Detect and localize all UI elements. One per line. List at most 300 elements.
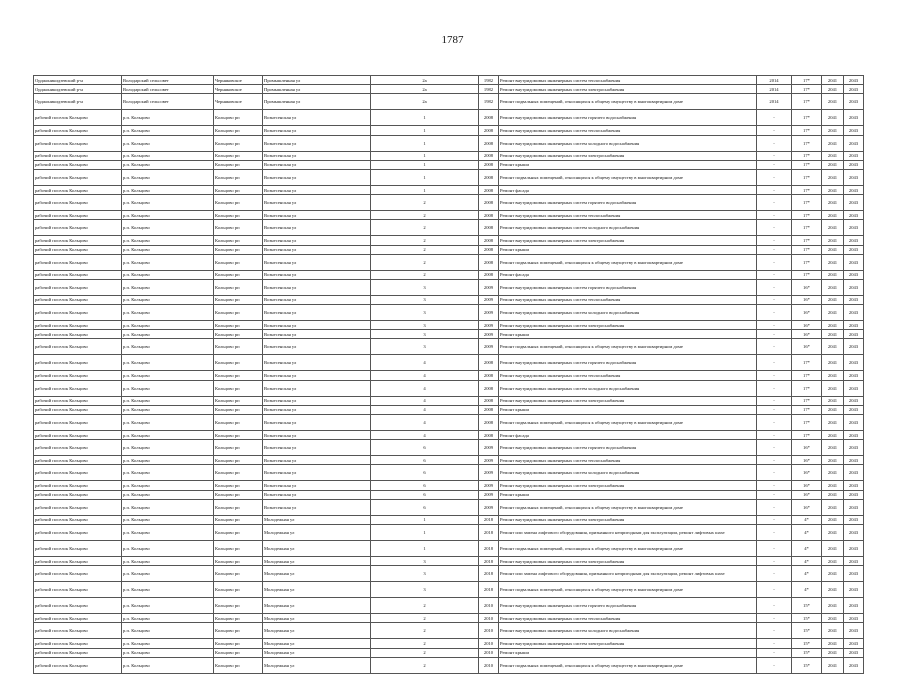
work-type-cell: Ремонт внутридомовых инженерных систем горячего водоснабжения: [499, 195, 757, 211]
last-repair-cell: -: [757, 305, 792, 321]
municipality-cell: р.п. Кольцово: [122, 582, 214, 598]
wear-cell: 16*: [792, 321, 822, 330]
wear-cell: 16*: [792, 465, 822, 481]
table-row: [34, 614, 864, 623]
table-row: [34, 126, 864, 135]
wear-cell: 4*: [792, 524, 822, 540]
table-row: [34, 540, 864, 556]
locality-cell: Кольцово рп: [214, 380, 263, 396]
district-cell: рабочий поселок Кольцово: [34, 499, 122, 515]
start-year-cell: 2041: [822, 456, 844, 465]
municipality-cell: р.п. Кольцово: [122, 295, 214, 304]
locality-cell: Кольцово рп: [214, 490, 263, 499]
locality-cell: Кольцово рп: [214, 295, 263, 304]
district-cell: рабочий поселок Кольцово: [34, 160, 122, 169]
house-number-cell: 3: [371, 305, 479, 321]
end-year-cell: 2043: [844, 405, 864, 414]
last-repair-cell: -: [757, 211, 792, 220]
wear-cell: 16*: [792, 490, 822, 499]
street-cell: Промышленная ул: [263, 76, 371, 85]
locality-cell: Кольцово рп: [214, 415, 263, 431]
house-number-cell: 3: [371, 330, 479, 339]
end-year-cell: 2043: [844, 481, 864, 490]
municipality-cell: р.п. Кольцово: [122, 371, 214, 380]
locality-cell: Кольцово рп: [214, 371, 263, 380]
house-number-cell: 1: [371, 524, 479, 540]
locality-cell: Кольцово рп: [214, 220, 263, 236]
municipality-cell: р.п. Кольцово: [122, 160, 214, 169]
wear-cell: 17*: [792, 371, 822, 380]
district-cell: рабочий поселок Кольцово: [34, 639, 122, 648]
district-cell: рабочий поселок Кольцово: [34, 481, 122, 490]
district-cell: рабочий поселок Кольцово: [34, 211, 122, 220]
build-year-cell: 2018: [479, 540, 499, 556]
start-year-cell: 2041: [822, 540, 844, 556]
build-year-cell: 2008: [479, 126, 499, 135]
house-number-cell: 3: [371, 339, 479, 355]
municipality-cell: р.п. Кольцово: [122, 566, 214, 582]
build-year-cell: 2008: [479, 211, 499, 220]
municipality-cell: р.п. Кольцово: [122, 195, 214, 211]
table-row: [34, 76, 864, 85]
wear-cell: 17*: [792, 380, 822, 396]
municipality-cell: Володарский сельсовет: [122, 76, 214, 85]
table-row: [34, 85, 864, 94]
district-cell: рабочий поселок Кольцово: [34, 657, 122, 673]
district-cell: рабочий поселок Кольцово: [34, 270, 122, 279]
house-number-cell: 3: [371, 556, 479, 565]
work-type-cell: Ремонт подвальных помещений, относящихся к общему имуществу в многоквартирном доме: [499, 582, 757, 598]
municipality-cell: р.п. Кольцово: [122, 330, 214, 339]
end-year-cell: 2043: [844, 540, 864, 556]
locality-cell: Кольцово рп: [214, 339, 263, 355]
work-type-cell: Ремонт внутридомовых инженерных систем горячего водоснабжения: [499, 279, 757, 295]
wear-cell: 17*: [792, 195, 822, 211]
district-cell: рабочий поселок Кольцово: [34, 556, 122, 565]
end-year-cell: 2043: [844, 245, 864, 254]
locality-cell: Кольцово рп: [214, 169, 263, 185]
wear-cell: 17*: [792, 245, 822, 254]
locality-cell: Кольцово рп: [214, 657, 263, 673]
district-cell: рабочий поселок Кольцово: [34, 396, 122, 405]
last-repair-cell: -: [757, 279, 792, 295]
start-year-cell: 2041: [822, 220, 844, 236]
locality-cell: Кольцово рп: [214, 160, 263, 169]
house-number-cell: 3: [371, 582, 479, 598]
work-type-cell: Ремонт подвальных помещений, относящихся к общему имуществу в многоквартирном доме: [499, 499, 757, 515]
municipality-cell: р.п. Кольцово: [122, 405, 214, 414]
wear-cell: 17*: [792, 126, 822, 135]
end-year-cell: 2043: [844, 94, 864, 110]
house-number-cell: 3: [371, 295, 479, 304]
build-year-cell: 1982: [479, 85, 499, 94]
street-cell: Промышленная ул: [263, 94, 371, 110]
house-number-cell: 1: [371, 169, 479, 185]
work-type-cell: Ремонт внутридомовых инженерных систем теплоснабжения: [499, 614, 757, 623]
locality-cell: Кольцово рп: [214, 270, 263, 279]
street-cell: Вознесенская ул: [263, 339, 371, 355]
district-cell: рабочий поселок Кольцово: [34, 236, 122, 245]
house-number-cell: 2: [371, 657, 479, 673]
build-year-cell: 2008: [479, 151, 499, 160]
start-year-cell: 2041: [822, 236, 844, 245]
municipality-cell: р.п. Кольцово: [122, 305, 214, 321]
build-year-cell: 2018: [479, 566, 499, 582]
district-cell: рабочий поселок Кольцово: [34, 126, 122, 135]
street-cell: Вознесенская ул: [263, 270, 371, 279]
end-year-cell: 2043: [844, 556, 864, 565]
table-row: [34, 524, 864, 540]
table-row: [34, 405, 864, 414]
district-cell: рабочий поселок Кольцово: [34, 465, 122, 481]
last-repair-cell: -: [757, 598, 792, 614]
municipality-cell: р.п. Кольцово: [122, 598, 214, 614]
build-year-cell: 2009: [479, 499, 499, 515]
locality-cell: Кольцово рп: [214, 330, 263, 339]
district-cell: рабочий поселок Кольцово: [34, 598, 122, 614]
district-cell: рабочий поселок Кольцово: [34, 169, 122, 185]
start-year-cell: 2041: [822, 598, 844, 614]
table-row: [34, 220, 864, 236]
house-number-cell: 3: [371, 566, 479, 582]
municipality-cell: р.п. Кольцово: [122, 321, 214, 330]
work-type-cell: Ремонт внутридомовых инженерных систем теплоснабжения: [499, 126, 757, 135]
work-type-cell: Ремонт внутридомовых инженерных систем теплоснабжения: [499, 371, 757, 380]
locality-cell: Кольцово рп: [214, 110, 263, 126]
work-type-cell: Ремонт внутридомовых инженерных систем холодного водоснабжения: [499, 623, 757, 639]
district-cell: рабочий поселок Кольцово: [34, 110, 122, 126]
house-number-cell: 1: [371, 160, 479, 169]
work-type-cell: Ремонт внутридомовых инженерных систем электроснабжения: [499, 85, 757, 94]
last-repair-cell: -: [757, 465, 792, 481]
street-cell: Вознесенская ул: [263, 110, 371, 126]
build-year-cell: 2009: [479, 279, 499, 295]
start-year-cell: 2041: [822, 657, 844, 673]
build-year-cell: 2009: [479, 465, 499, 481]
street-cell: Вознесенская ул: [263, 305, 371, 321]
work-type-cell: Ремонт подвальных помещений, относящихся к общему имуществу в многоквартирном доме: [499, 657, 757, 673]
municipality-cell: р.п. Кольцово: [122, 185, 214, 194]
work-type-cell: Ремонт внутридомовых инженерных систем горячего водоснабжения: [499, 440, 757, 456]
house-number-cell: 2: [371, 614, 479, 623]
build-year-cell: 2008: [479, 254, 499, 270]
start-year-cell: 2041: [822, 582, 844, 598]
work-type-cell: Ремонт внутридомовых инженерных систем электроснабжения: [499, 556, 757, 565]
district-cell: рабочий поселок Кольцово: [34, 540, 122, 556]
wear-cell: 15*: [792, 648, 822, 657]
start-year-cell: 2041: [822, 431, 844, 440]
work-type-cell: Ремонт внутридомовых инженерных систем электроснабжения: [499, 515, 757, 524]
last-repair-cell: 2014: [757, 76, 792, 85]
end-year-cell: 2043: [844, 456, 864, 465]
street-cell: Вознесенская ул: [263, 295, 371, 304]
street-cell: Молодежная ул: [263, 614, 371, 623]
build-year-cell: 2008: [479, 371, 499, 380]
build-year-cell: 2009: [479, 305, 499, 321]
start-year-cell: 2041: [822, 481, 844, 490]
last-repair-cell: -: [757, 135, 792, 151]
last-repair-cell: -: [757, 415, 792, 431]
wear-cell: 16*: [792, 339, 822, 355]
street-cell: Молодежная ул: [263, 515, 371, 524]
table-row: [34, 598, 864, 614]
last-repair-cell: -: [757, 657, 792, 673]
table-row: [34, 355, 864, 371]
build-year-cell: 2009: [479, 456, 499, 465]
start-year-cell: 2041: [822, 524, 844, 540]
table-row: [34, 396, 864, 405]
district-cell: рабочий поселок Кольцово: [34, 151, 122, 160]
locality-cell: Кольцово рп: [214, 648, 263, 657]
end-year-cell: 2043: [844, 396, 864, 405]
start-year-cell: 2041: [822, 169, 844, 185]
wear-cell: 16*: [792, 481, 822, 490]
work-type-cell: Ремонт внутридомовых инженерных систем холодного водоснабжения: [499, 305, 757, 321]
table-row: [34, 380, 864, 396]
last-repair-cell: -: [757, 614, 792, 623]
start-year-cell: 2041: [822, 330, 844, 339]
house-number-cell: 4: [371, 355, 479, 371]
district-cell: рабочий поселок Кольцово: [34, 371, 122, 380]
table-row: [34, 623, 864, 639]
house-number-cell: 2: [371, 598, 479, 614]
locality-cell: Кольцово рп: [214, 321, 263, 330]
work-type-cell: Ремонт фасада: [499, 185, 757, 194]
wear-cell: 17*: [792, 85, 822, 94]
start-year-cell: 2041: [822, 371, 844, 380]
street-cell: Молодежная ул: [263, 648, 371, 657]
build-year-cell: 2009: [479, 481, 499, 490]
build-year-cell: 2008: [479, 415, 499, 431]
work-type-cell: Ремонт внутридомовых инженерных систем электроснабжения: [499, 481, 757, 490]
start-year-cell: 2041: [822, 623, 844, 639]
street-cell: Вознесенская ул: [263, 499, 371, 515]
street-cell: Вознесенская ул: [263, 160, 371, 169]
street-cell: Вознесенская ул: [263, 254, 371, 270]
district-cell: рабочий поселок Кольцово: [34, 648, 122, 657]
wear-cell: 17*: [792, 220, 822, 236]
table-row: [34, 648, 864, 657]
work-type-cell: Ремонт или замена лифтового оборудования, признанного непригодным для эксплуатации, ремонт лифтовых шахт: [499, 566, 757, 582]
table-row: [34, 515, 864, 524]
wear-cell: 15*: [792, 614, 822, 623]
locality-cell: Кольцово рп: [214, 431, 263, 440]
end-year-cell: 2043: [844, 657, 864, 673]
start-year-cell: 2041: [822, 639, 844, 648]
end-year-cell: 2043: [844, 380, 864, 396]
street-cell: Вознесенская ул: [263, 135, 371, 151]
wear-cell: 16*: [792, 440, 822, 456]
end-year-cell: 2043: [844, 330, 864, 339]
start-year-cell: 2041: [822, 415, 844, 431]
last-repair-cell: -: [757, 405, 792, 414]
work-type-cell: Ремонт внутридомовых инженерных систем электроснабжения: [499, 639, 757, 648]
work-type-cell: Ремонт внутридомовых инженерных систем теплоснабжения: [499, 76, 757, 85]
start-year-cell: 2041: [822, 614, 844, 623]
start-year-cell: 2041: [822, 490, 844, 499]
start-year-cell: 2041: [822, 185, 844, 194]
build-year-cell: 2008: [479, 110, 499, 126]
municipality-cell: р.п. Кольцово: [122, 431, 214, 440]
last-repair-cell: -: [757, 295, 792, 304]
build-year-cell: 2010: [479, 614, 499, 623]
municipality-cell: р.п. Кольцово: [122, 440, 214, 456]
wear-cell: 17*: [792, 110, 822, 126]
municipality-cell: р.п. Кольцово: [122, 254, 214, 270]
table-row: [34, 169, 864, 185]
locality-cell: Кольцово рп: [214, 499, 263, 515]
start-year-cell: 2041: [822, 355, 844, 371]
street-cell: Молодежная ул: [263, 639, 371, 648]
district-cell: рабочий поселок Кольцово: [34, 279, 122, 295]
district-cell: Орджоникидзевский р-н: [34, 76, 122, 85]
table-row: [34, 245, 864, 254]
start-year-cell: 2041: [822, 440, 844, 456]
street-cell: Молодежная ул: [263, 524, 371, 540]
locality-cell: Кольцово рп: [214, 151, 263, 160]
work-type-cell: Ремонт внутридомовых инженерных систем теплоснабжения: [499, 456, 757, 465]
wear-cell: 17*: [792, 76, 822, 85]
district-cell: рабочий поселок Кольцово: [34, 566, 122, 582]
end-year-cell: 2043: [844, 254, 864, 270]
work-type-cell: Ремонт крыши: [499, 490, 757, 499]
street-cell: Вознесенская ул: [263, 220, 371, 236]
start-year-cell: 2041: [822, 195, 844, 211]
street-cell: Вознесенская ул: [263, 431, 371, 440]
build-year-cell: 2008: [479, 431, 499, 440]
end-year-cell: 2043: [844, 279, 864, 295]
district-cell: рабочий поселок Кольцово: [34, 305, 122, 321]
work-type-cell: Ремонт внутридомовых инженерных систем холодного водоснабжения: [499, 380, 757, 396]
house-number-cell: 2а: [371, 76, 479, 85]
end-year-cell: 2043: [844, 566, 864, 582]
end-year-cell: 2043: [844, 321, 864, 330]
locality-cell: Кольцово рп: [214, 355, 263, 371]
work-type-cell: Ремонт или замена лифтового оборудования, признанного непригодным для эксплуатации, ремонт лифтовых шахт: [499, 524, 757, 540]
end-year-cell: 2043: [844, 126, 864, 135]
table-row: [34, 185, 864, 194]
end-year-cell: 2043: [844, 270, 864, 279]
build-year-cell: 2018: [479, 582, 499, 598]
district-cell: рабочий поселок Кольцово: [34, 254, 122, 270]
district-cell: рабочий поселок Кольцово: [34, 380, 122, 396]
work-type-cell: Ремонт внутридомовых инженерных систем теплоснабжения: [499, 295, 757, 304]
locality-cell: Кольцово рп: [214, 195, 263, 211]
page-number: 1787: [441, 34, 464, 46]
district-cell: рабочий поселок Кольцово: [34, 490, 122, 499]
district-cell: рабочий поселок Кольцово: [34, 185, 122, 194]
build-year-cell: 2008: [479, 396, 499, 405]
last-repair-cell: -: [757, 540, 792, 556]
house-number-cell: 4: [371, 405, 479, 414]
build-year-cell: 2009: [479, 295, 499, 304]
wear-cell: 17*: [792, 270, 822, 279]
build-year-cell: 2009: [479, 339, 499, 355]
work-type-cell: Ремонт крыши: [499, 245, 757, 254]
house-number-cell: 6: [371, 490, 479, 499]
wear-cell: 4*: [792, 556, 822, 565]
build-year-cell: 2018: [479, 515, 499, 524]
wear-cell: 17*: [792, 185, 822, 194]
start-year-cell: 2041: [822, 396, 844, 405]
locality-cell: Кольцово рп: [214, 614, 263, 623]
table-row: [34, 211, 864, 220]
wear-cell: 17*: [792, 169, 822, 185]
house-number-cell: 2: [371, 254, 479, 270]
build-year-cell: 2009: [479, 321, 499, 330]
street-cell: Вознесенская ул: [263, 321, 371, 330]
house-number-cell: 2: [371, 623, 479, 639]
locality-cell: Кольцово рп: [214, 211, 263, 220]
table-row: [34, 657, 864, 673]
street-cell: Промышленная ул: [263, 85, 371, 94]
street-cell: Молодежная ул: [263, 540, 371, 556]
end-year-cell: 2043: [844, 76, 864, 85]
end-year-cell: 2043: [844, 465, 864, 481]
last-repair-cell: -: [757, 623, 792, 639]
district-cell: рабочий поселок Кольцово: [34, 456, 122, 465]
municipality-cell: р.п. Кольцово: [122, 110, 214, 126]
street-cell: Вознесенская ул: [263, 380, 371, 396]
wear-cell: 17*: [792, 211, 822, 220]
municipality-cell: р.п. Кольцово: [122, 556, 214, 565]
district-cell: рабочий поселок Кольцово: [34, 135, 122, 151]
municipality-cell: р.п. Кольцово: [122, 279, 214, 295]
start-year-cell: 2041: [822, 556, 844, 565]
municipality-cell: р.п. Кольцово: [122, 639, 214, 648]
municipality-cell: р.п. Кольцово: [122, 490, 214, 499]
wear-cell: 17*: [792, 160, 822, 169]
district-cell: рабочий поселок Кольцово: [34, 405, 122, 414]
table-row: [34, 135, 864, 151]
build-year-cell: 2008: [479, 380, 499, 396]
build-year-cell: 2010: [479, 648, 499, 657]
wear-cell: 16*: [792, 305, 822, 321]
end-year-cell: 2043: [844, 598, 864, 614]
last-repair-cell: -: [757, 160, 792, 169]
municipality-cell: р.п. Кольцово: [122, 339, 214, 355]
locality-cell: Кольцово рп: [214, 126, 263, 135]
house-number-cell: 2: [371, 195, 479, 211]
end-year-cell: 2043: [844, 355, 864, 371]
street-cell: Вознесенская ул: [263, 465, 371, 481]
last-repair-cell: -: [757, 321, 792, 330]
work-type-cell: Ремонт внутридомовых инженерных систем горячего водоснабжения: [499, 110, 757, 126]
district-cell: рабочий поселок Кольцово: [34, 440, 122, 456]
wear-cell: 4*: [792, 540, 822, 556]
wear-cell: 17*: [792, 254, 822, 270]
street-cell: Вознесенская ул: [263, 415, 371, 431]
table-row: [34, 195, 864, 211]
wear-cell: 16*: [792, 295, 822, 304]
start-year-cell: 2041: [822, 380, 844, 396]
wear-cell: 16*: [792, 279, 822, 295]
last-repair-cell: -: [757, 339, 792, 355]
wear-cell: 17*: [792, 94, 822, 110]
end-year-cell: 2043: [844, 236, 864, 245]
municipality-cell: р.п. Кольцово: [122, 623, 214, 639]
house-number-cell: 2а: [371, 94, 479, 110]
last-repair-cell: -: [757, 195, 792, 211]
table-row: [34, 236, 864, 245]
build-year-cell: 1982: [479, 76, 499, 85]
locality-cell: Кольцово рп: [214, 245, 263, 254]
wear-cell: 17*: [792, 135, 822, 151]
start-year-cell: 2041: [822, 339, 844, 355]
end-year-cell: 2043: [844, 169, 864, 185]
locality-cell: Кольцово рп: [214, 185, 263, 194]
end-year-cell: 2043: [844, 110, 864, 126]
